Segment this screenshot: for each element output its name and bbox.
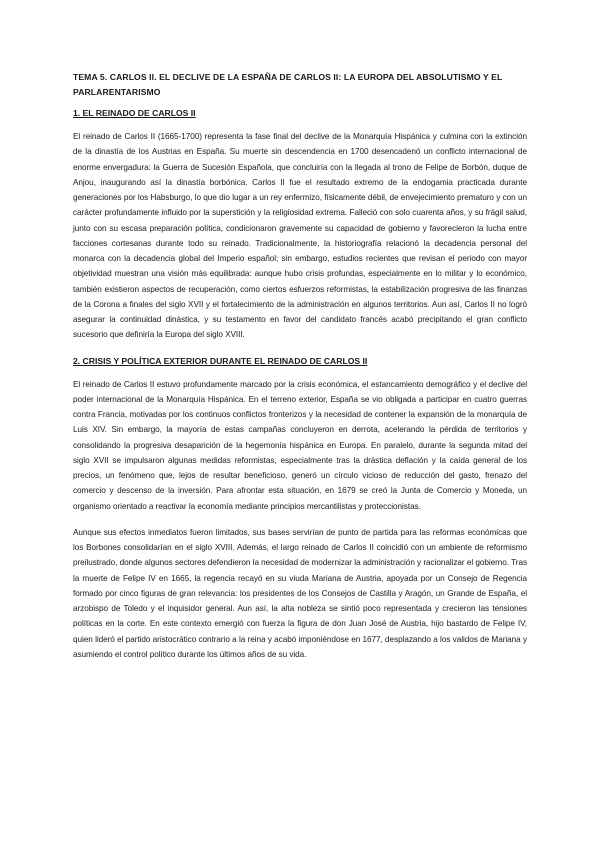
document-title: TEMA 5. CARLOS II. EL DECLIVE DE LA ESPAÑA DE CARLOS II: LA EUROPA DEL ABSOLUTISMO Y EL PARLARENTARISMO bbox=[73, 72, 503, 97]
paragraph: El reinado de Carlos II estuvo profundamente marcado por la crisis económica, el estancamiento demográfico y el declive del poder internacional de la Monarquía Hispánica. En el terreno exterior, España se vio obligada a participar en cuatro guerras contra Francia, motivadas por los continuos conflictos fronterizos y la necesidad de contener la expansión de la monarquía de Luis XIV. Sin embargo, la mayoría de estas campañas concluyeron en derrota, acelerando la pérdida de territorios y consolidando la progresiva desaparición de la hegemonía hispánica en Europa. En paralelo, durante la segunda mitad del siglo XVII se impulsaron algunas medidas reformistas, especialmente tras la drástica deflación y la caída general de los precios, un fenómeno que, lejos de resultar beneficioso, generó un círculo vicioso de reducción del gasto, frenazo del comercio y descenso de la inversión. Para afrontar esta situación, en 1679 se creó la Junta de Comercio y Moneda, un organismo orientado a reactivar la economía mediante principios mercantilistas y proteccionistas. bbox=[73, 379, 527, 511]
paragraph: Aunque sus efectos inmediatos fueron limitados, sus bases servirían de punto de partida para las reformas económicas que los Borbones consolidarían en el siglo XVIII. Además, el largo reinado de Carlos II coincidió con un ambiente de reformismo preilustrado, donde algunos sectores defendieron la necesidad de modernizar la administración y racionalizar el gobierno. Tras la muerte de Felipe IV en 1665, la regencia recayó en su viuda Mariana de Austria, apoyada por un Consejo de Regencia formado por cinco figuras de gran relevancia: los presidentes de los Consejos de Castilla y Aragón, un Grande de España, el arzobispo de Toledo y el inquisidor general. Aun así, la alta nobleza se sintió poco representada y crecieron las tensiones políticas en la corte. En este contexto emergió con fuerza la figura de don Juan José de Austria, hijo bastardo de Felipe IV, quien lideró el partido aristocrático contrario a la reina y acabó imponiéndose en 1677, desplazando a los validos de Mariana y asumiendo el control político durante los últimos años de su vida. bbox=[73, 527, 527, 659]
paragraph: El reinado de Carlos II (1665-1700) representa la fase final del declive de la Monarquía Hispánica y culmina con la extinción de la dinastía de los Austrias en España. Su muerte sin descendencia en 1700 desencadenó un conflicto internacional de enorme envergadura: la Guerra de Sucesión Española, que concluiría con la llegada al trono de Felipe de Borbón, duque de Anjou, inaugurando así la dinastía borbónica. Carlos II fue el resultado extremo de la endogamia practicada durante generaciones por los Habsburgo, lo que dio lugar a un rey enfermizo, físicamente débil, de envejecimiento prematuro y con un carácter profundamente influido por la superstición y la religiosidad extrema. Falleció con solo cuarenta años, y su frágil salud, junto con su escasa preparación política, condicionaron gravemente su capacidad de gobierno y favorecieron la lucha entre facciones cortesanas durante todo su reinado. Tradicionalmente, la historiografía relacionó la decadencia personal del monarca con la decadencia global del Imperio español; sin embargo, estudios recientes que revisan el periodo con mayor objetividad muestran una visión más equilibrada: aunque hubo crisis profundas, especialmente en lo militar y lo económico, también existieron aspectos de recuperación, como ciertos esfuerzos reformistas, la estabilización progresiva de las finanzas de la Corona a finales del siglo XVII y el fortalecimiento de la administración en algunos territorios. Aun así, Carlos II no logró asegurar la continuidad dinástica, y su testamento en favor del candidato francés acabó precipitando el gran conflicto sucesorio que definiría la Europa del siglo XVIII. bbox=[73, 132, 527, 340]
section-crisis-politica-exterior bbox=[73, 354, 527, 663]
section-heading: 1. EL REINADO DE CARLOS II bbox=[73, 108, 196, 118]
section-reinado bbox=[73, 106, 527, 343]
section-heading: 2. CRISIS Y POLÍTICA EXTERIOR DURANTE EL REINADO DE CARLOS II bbox=[73, 355, 368, 366]
